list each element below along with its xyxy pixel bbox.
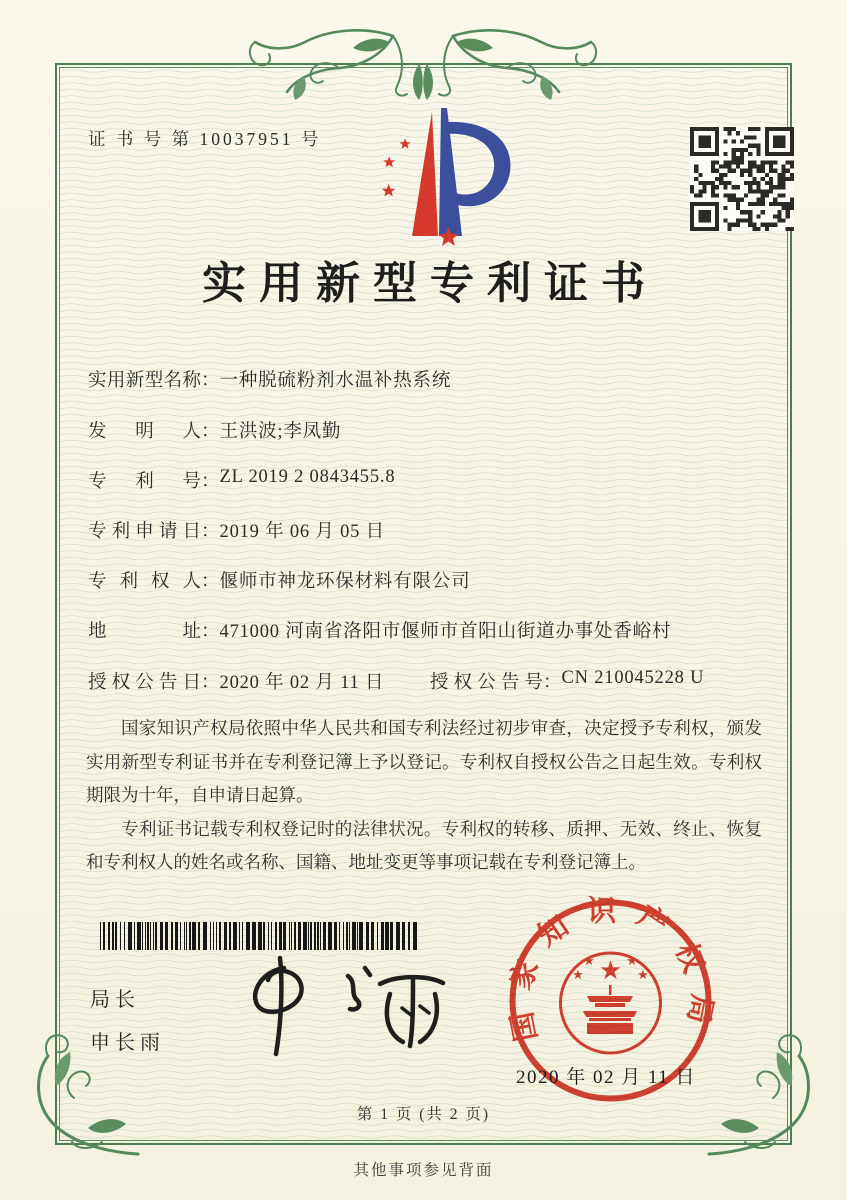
- field-label: 授权公告号: [430, 673, 543, 693]
- field-value: 王洪波;李凤勤: [219, 422, 342, 442]
- field-value: 2020 年 02 月 11 日: [219, 673, 385, 693]
- certificate-number: 证 书 号 第 10037951 号: [88, 129, 322, 149]
- field-inventor: [88, 417, 341, 443]
- seal-date: 2020 年 02 月 11 日: [516, 1067, 697, 1088]
- field-value: 2019 年 06 月 05 日: [219, 522, 385, 542]
- field-value: 471000 河南省洛阳市偃师市首阳山街道办事处香峪村: [219, 622, 672, 642]
- field-value: 一种脱硫粉剂水温补热系统: [219, 371, 452, 391]
- field-filing-date: [88, 517, 385, 543]
- certificate-title: 实用新型专利证书: [202, 259, 658, 308]
- field-value: 偃师市神龙环保材料有限公司: [219, 572, 471, 592]
- field-value: CN 210045228 U: [561, 668, 705, 688]
- field-utility-model-name: [88, 366, 451, 392]
- director-title: 局长: [90, 989, 140, 1011]
- svg-text:★: ★: [626, 953, 638, 968]
- field-colon: ：: [201, 422, 220, 442]
- page-number: 第 1 页 (共 2 页): [356, 1106, 491, 1123]
- field-colon: ：: [201, 572, 220, 592]
- svg-text:★: ★: [637, 967, 649, 982]
- field-label: 发明人: [88, 422, 201, 442]
- field-colon: ：: [201, 472, 220, 492]
- field-address: [88, 617, 671, 643]
- cnipa-logo-icon: [342, 100, 524, 248]
- field-label: 专利号: [88, 472, 201, 492]
- field-label: 专利申请日: [88, 522, 201, 542]
- field-colon: ：: [201, 371, 220, 391]
- field-colon: ：: [201, 673, 220, 693]
- dragon-ornament-icon: [243, 22, 603, 100]
- field-grant-row: [88, 668, 705, 694]
- field-value: ZL 2019 2 0843455.8: [219, 467, 396, 487]
- field-grant-number: [430, 668, 704, 694]
- seal-text: 国家知识产权局: [503, 895, 718, 1044]
- svg-text:★: ★: [583, 953, 595, 968]
- back-side-note: 其他事项参见背面: [353, 1162, 494, 1179]
- director-name: 申长雨: [90, 1032, 165, 1054]
- svg-text:★: ★: [572, 967, 584, 982]
- corner-flourish-icon: [705, 1028, 825, 1160]
- legal-text: [86, 712, 762, 880]
- svg-text:★: ★: [598, 956, 623, 985]
- field-patent-number: [88, 467, 395, 493]
- field-label: 实用新型名称: [88, 371, 201, 391]
- field-colon: ：: [201, 522, 220, 542]
- legal-paragraph-2: 专利证书记载专利权登记时的法律状况。专利权的转移、质押、无效、终止、恢复和专利权人的姓名或名称、国籍、地址变更等事项记载在专利登记簿上。: [86, 818, 762, 873]
- qr-code-icon: [690, 127, 794, 231]
- field-colon: ：: [543, 673, 562, 693]
- field-label: 专利权人: [88, 572, 201, 592]
- field-label: 地址: [88, 622, 201, 642]
- legal-paragraph-1: 国家知识产权局依照中华人民共和国专利法经过初步审查，决定授予专利权，颁发实用新型专利证书并在专利登记簿上予以登记。专利权自授权公告之日起生效。专利权期限为十年，自申请日起算。: [86, 718, 762, 806]
- field-patentee: [88, 567, 470, 593]
- director-signature: [222, 948, 452, 1060]
- field-colon: ：: [201, 622, 220, 642]
- national-emblem-icon: [561, 953, 661, 1053]
- field-label: 授权公告日: [88, 673, 201, 693]
